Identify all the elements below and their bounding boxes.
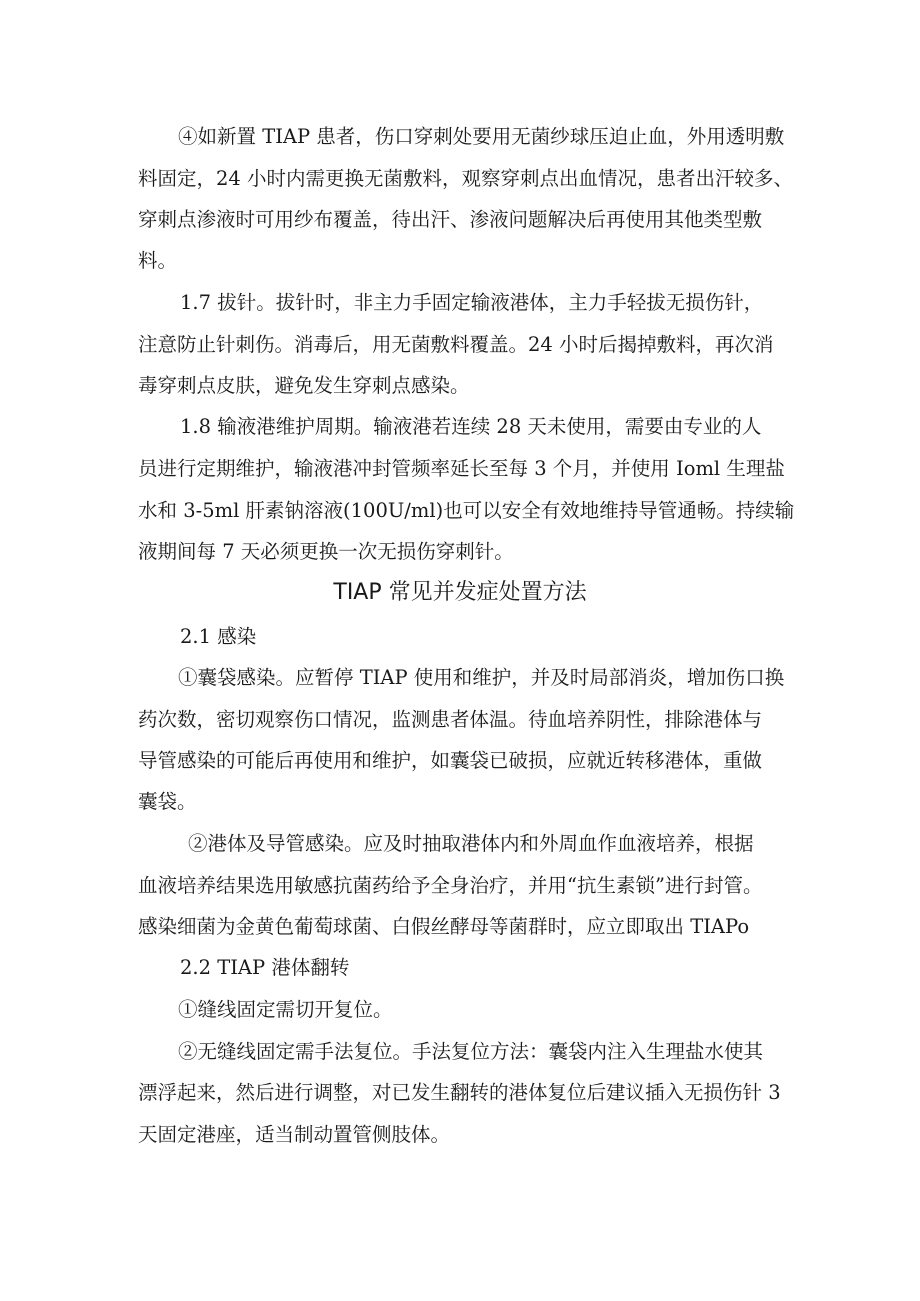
paragraph-4-line-2: 料固定，24 小时内需更换无菌敷料，观察穿刺点出血情况，患者出汗较多、 [138, 167, 794, 190]
bag-infection-line-2: 药次数，密切观察伤口情况，监测患者体温。待血培养阴性，排除港体与 [138, 708, 763, 731]
section-1-8-line-3: 水和 3-5ml 肝素钠溶液(100U∕ml)也可以安全有效地维持导管通畅。持续输 [138, 499, 795, 522]
paragraph-4-line-1: ④如新置 TIAP 患者，伤口穿刺处要用无菌纱球压迫止血，外用透明敷 [178, 125, 785, 148]
section-1-7-line-2: 注意防止针刺伤。消毒后，用无菌敷料覆盖。24 小时后揭掉敷料，再次消 [138, 333, 774, 356]
no-suture-line-2: 漂浮起来，然后进行调整，对已发生翻转的港体复位后建议插入无损伤针 3 [138, 1081, 781, 1104]
heading-2-2: 2.2 TIAP 港体翻转 [180, 956, 350, 979]
bag-infection-line-3: 导管感染的可能后再使用和维护，如囊袋已破损，应就近转移港体，重做 [138, 749, 763, 772]
port-infection-line-2: 血液培养结果选用敏感抗菌药给予全身治疗，并用“抗生素锁”进行封管。 [138, 874, 763, 897]
suture-fixation-line: ①缝线固定需切开复位。 [178, 998, 393, 1021]
bag-infection-line-1: ①囊袋感染。应暂停 TIAP 使用和维护，并及时局部消炎，增加伤口换 [178, 666, 785, 689]
section-1-7-line-1: 1.7 拔针。拔针时，非主力手固定输液港体，主力手轻拔无损伤针， [180, 291, 764, 314]
heading-2-1: 2.1 感染 [180, 625, 257, 648]
section-1-8-line-4: 液期间每 7 天必须更换一次无损伤穿刺针。 [138, 540, 514, 563]
section-1-8-line-1: 1.8 输液港维护周期。输液港若连续 28 天未使用，需要由专业的人 [180, 415, 762, 438]
section-1-8-line-2: 员进行定期维护，输液港冲封管频率延长至每 3 个月，并使用 Ioml 生理盐 [138, 457, 785, 480]
section-title: TIAP 常见并发症处置方法 [333, 580, 587, 605]
port-infection-line-1: ②港体及导管感染。应及时抽取港体内和外周血作血液培养，根据 [188, 832, 754, 855]
section-1-7-line-3: 毒穿刺点皮肤，避免发生穿刺点感染。 [138, 374, 470, 397]
paragraph-4-line-3: 穿刺点渗液时可用纱布覆盖，待出汗、渗液问题解决后再使用其他类型敷 [138, 208, 763, 231]
paragraph-4-line-4: 料。 [138, 249, 178, 272]
port-infection-line-3: 感染细菌为金黄色葡萄球菌、白假丝酵母等菌群时，应立即取出 TIAPo [138, 915, 750, 938]
bag-infection-line-4: 囊袋。 [138, 790, 197, 813]
no-suture-line-3: 天固定港座，适当制动置管侧肢体。 [138, 1123, 451, 1146]
no-suture-line-1: ②无缝线固定需手法复位。手法复位方法：囊袋内注入生理盐水使其 [178, 1040, 764, 1063]
